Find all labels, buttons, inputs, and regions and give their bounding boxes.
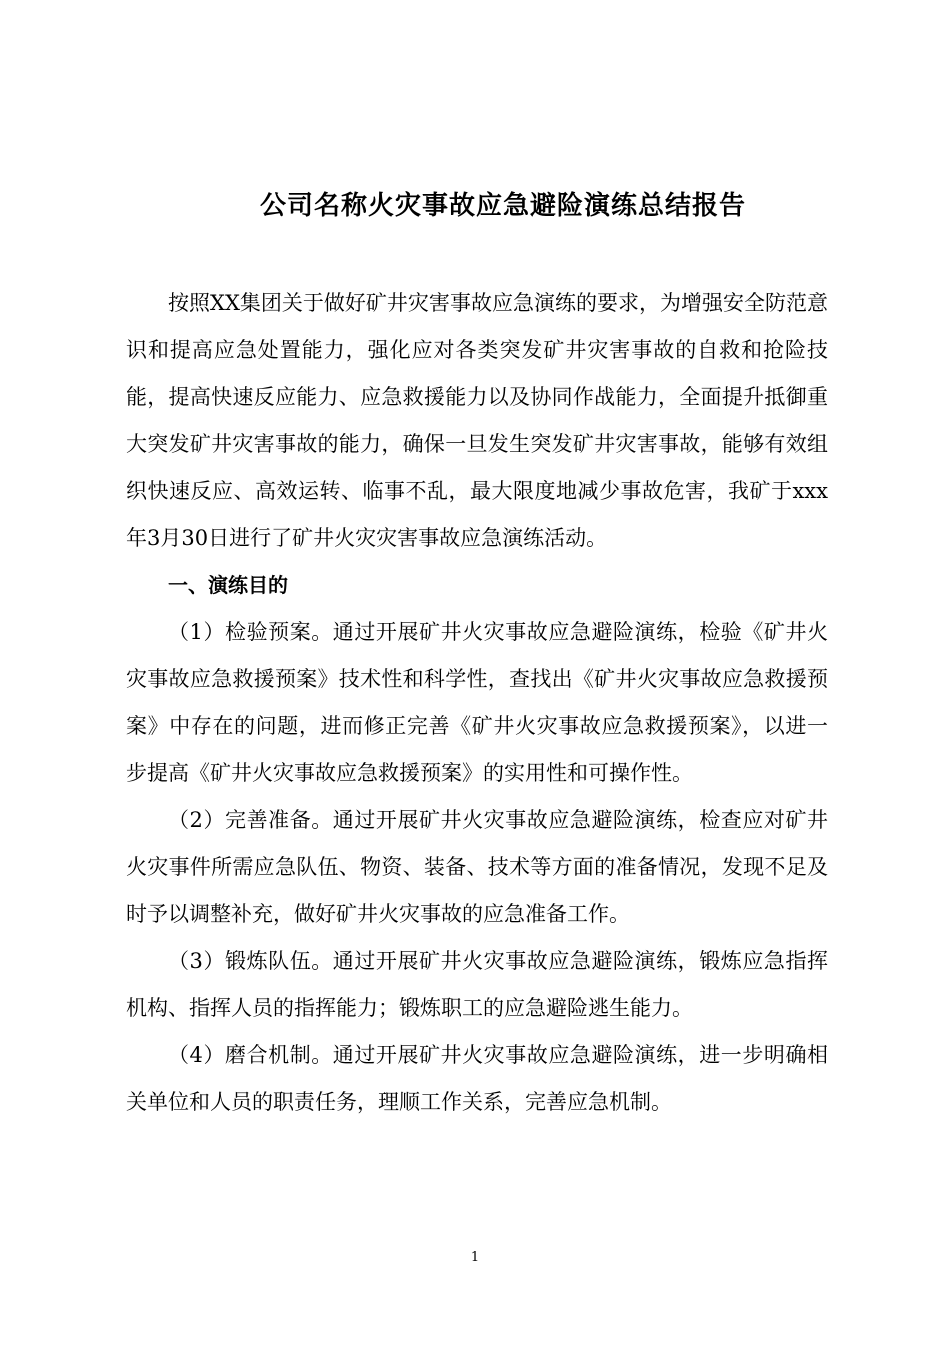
document-title: 公司名称火灾事故应急避险演练总结报告: [259, 191, 746, 221]
intro-paragraph: 按照XX集团关于做好矿井灾害事故应急演练的要求，为增强安全防范意识和提高应急处置能力，强化应对各类突发矿井灾害事故的自救和抢险技能，提高快速反应能力、应急救援能力以及协同作战能力，全面提升抵御重大突发矿井灾害事故的能力，确保一旦发生突发矿井灾害事故，能够有效组织快速反应、高效运转、临事不乱，最大限度地减少事故危害，我矿于xxx年3月30日进行了矿井火灾灾害事故应急演练活动。: [126, 291, 828, 550]
section-heading-purpose: 一、演练目的: [168, 573, 288, 597]
purpose-item-4: （4）磨合机制。通过开展矿井火灾事故应急避险演练，进一步明确相关单位和人员的职责任务，理顺工作关系，完善应急机制。: [126, 1043, 828, 1114]
purpose-item-1: （1）检验预案。通过开展矿井火灾事故应急避险演练，检验《矿井火灾事故应急救援预案》技术性和科学性，查找出《矿井火灾事故应急救援预案》中存在的问题，进而修正完善《矿井火灾事故应急救援预案》，以进一步提高《矿井火灾事故应急救援预案》的实用性和可操作性。: [126, 620, 828, 785]
purpose-item-2: （2）完善准备。通过开展矿井火灾事故应急避险演练，检查应对矿井火灾事件所需应急队伍、物资、装备、技术等方面的准备情况，发现不足及时予以调整补充，做好矿井火灾事故的应急准备工作。: [126, 808, 828, 926]
page-number: 1: [470, 1250, 480, 1265]
purpose-item-3: （3）锻炼队伍。通过开展矿井火灾事故应急避险演练，锻炼应急指挥机构、指挥人员的指挥能力；锻炼职工的应急避险逃生能力。: [126, 949, 828, 1020]
document-body: [126, 280, 828, 1126]
